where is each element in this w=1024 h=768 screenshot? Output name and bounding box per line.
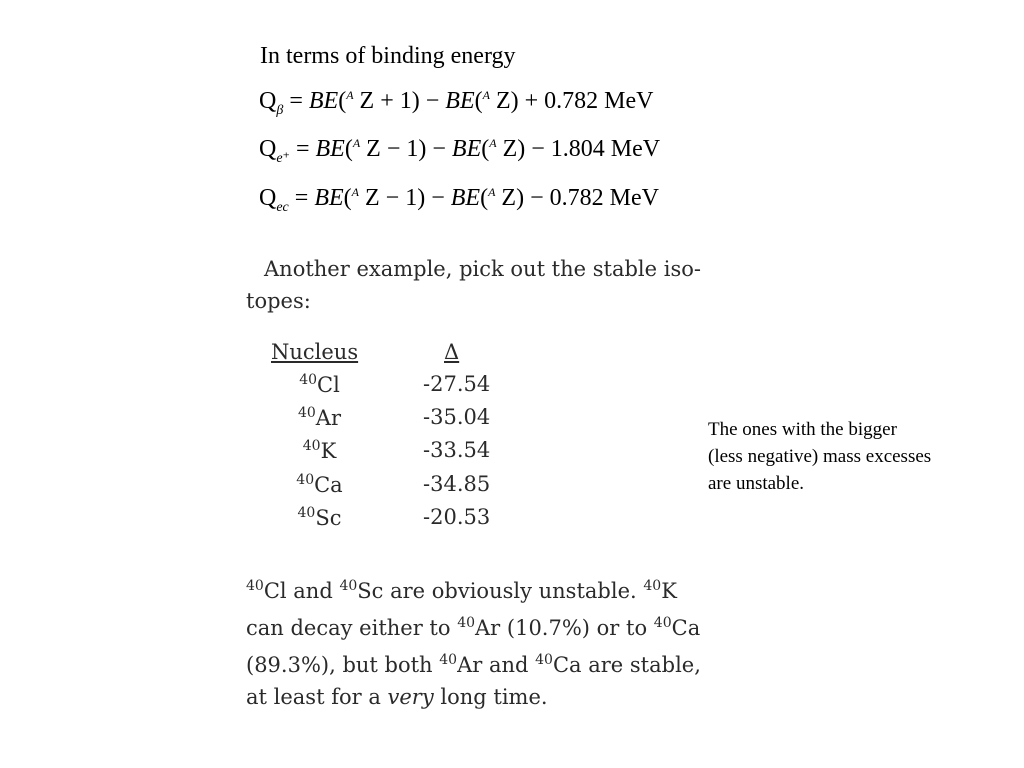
delta-column-header: Δ xyxy=(444,340,460,364)
nucleus-cell: $^{40}$K xyxy=(302,438,337,463)
q-positron-equation: $Q_{e^+} = BE(^A$ Z − 1) − BE($^A$ Z) − 1.804 MeV xyxy=(259,136,661,166)
conclusion-line-4: at least for a very long time. xyxy=(246,685,548,709)
table-row xyxy=(0,438,600,471)
side-note-line-1: The ones with the bigger xyxy=(708,419,897,440)
table-row xyxy=(0,472,600,505)
nucleus-cell: $^{40}$Cl xyxy=(299,372,340,397)
side-note-line-3: are unstable. xyxy=(708,473,805,494)
table-row xyxy=(0,505,600,538)
delta-cell: -20.53 xyxy=(423,505,491,529)
side-note xyxy=(708,416,1008,497)
conclusion-paragraph xyxy=(246,570,716,713)
intro-line-1: Another example, pick out the stable iso- xyxy=(264,257,701,281)
nucleus-cell: $^{40}$Ca xyxy=(296,472,343,497)
conclusion-line-3: (89.3%), but both $^{40}$Ar and $^{40}$Ca are stable, xyxy=(246,652,701,677)
nucleus-cell: $^{40}$Ar xyxy=(297,405,342,430)
side-note-line-2: (less negative) mass excesses xyxy=(708,446,932,467)
delta-cell: -27.54 xyxy=(423,372,491,396)
delta-cell: -33.54 xyxy=(423,438,491,462)
delta-cell: -35.04 xyxy=(423,405,491,429)
q-beta-equation: $Q_\beta = BE(^A$ Z + 1) − BE($^A$ Z) + 0.782 MeV xyxy=(259,88,654,118)
intro-line-2: topes: xyxy=(246,289,311,313)
intro-paragraph xyxy=(246,253,711,317)
conclusion-line-1: $^{40}$Cl and $^{40}$Sc are obviously unstable. $^{40}$K xyxy=(246,578,677,603)
slide-heading: In terms of binding energy xyxy=(260,43,516,69)
nucleus-cell: $^{40}$Sc xyxy=(297,505,342,530)
nucleus-column-header: Nucleus xyxy=(271,340,359,364)
table-row xyxy=(0,372,600,405)
q-electron-capture-equation: $Q_{ec} = BE(^A$ Z − 1) − BE($^A$ Z) − 0.782 MeV xyxy=(259,185,659,215)
conclusion-line-2: can decay either to $^{40}$Ar (10.7%) or to $^{40}$Ca xyxy=(246,615,701,640)
table-row xyxy=(0,405,600,438)
delta-cell: -34.85 xyxy=(423,472,491,496)
